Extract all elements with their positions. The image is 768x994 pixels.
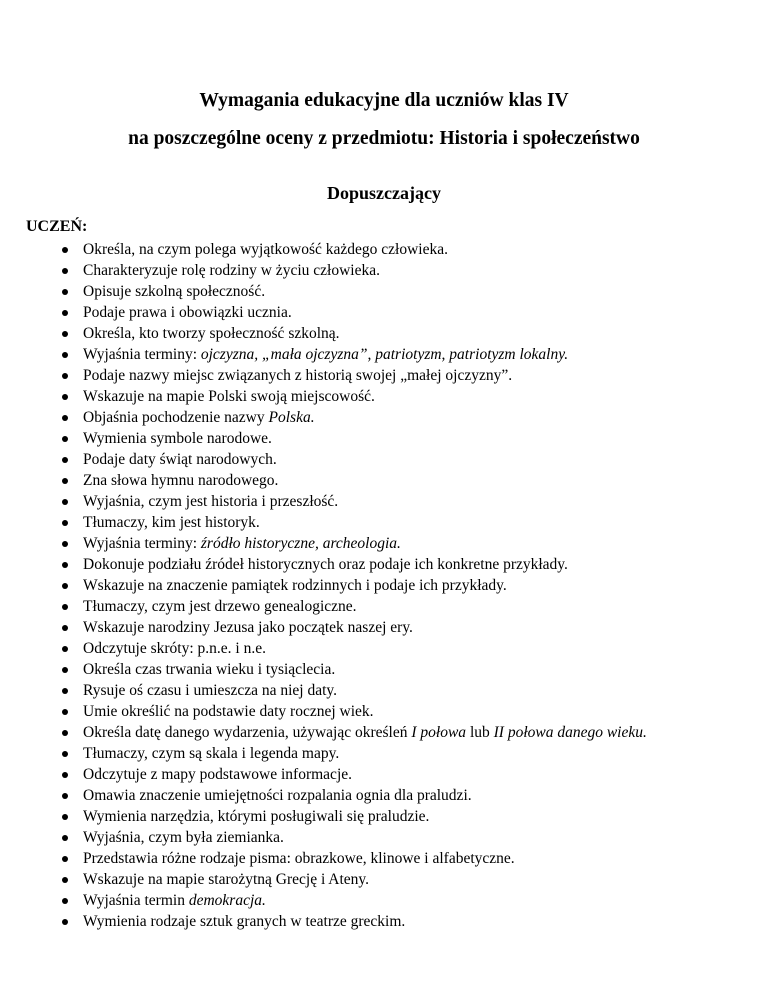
student-label: UCZEŃ: — [26, 218, 88, 235]
bullet-icon — [62, 541, 68, 547]
list-item-text: Wskazuje narodziny Jezusa jako początek naszej ery. — [83, 619, 413, 636]
list-item — [0, 848, 647, 869]
list-item — [0, 344, 647, 365]
list-item — [0, 680, 647, 701]
list-item-text: Określa czas trwania wieku i tysiąclecia. — [83, 661, 336, 678]
list-item-text: Opisuje szkolną społeczność. — [83, 283, 266, 300]
list-item — [0, 260, 647, 281]
bullet-icon — [62, 877, 68, 883]
bullet-icon — [62, 646, 68, 652]
bullet-icon — [62, 793, 68, 799]
bullet-icon — [62, 520, 68, 526]
bullet-icon — [62, 247, 68, 253]
bullet-icon — [62, 688, 68, 694]
list-item-text: Podaje daty świąt narodowych. — [83, 451, 277, 468]
bullet-icon — [62, 751, 68, 757]
bullet-icon — [62, 373, 68, 379]
bullet-icon — [62, 310, 68, 316]
list-item-text: Umie określić na podstawie daty rocznej wiek. — [83, 703, 374, 720]
list-item — [0, 470, 647, 491]
grade-heading: Dopuszczający — [327, 183, 441, 203]
list-item — [0, 428, 647, 449]
list-item-text: Przedstawia różne rodzaje pisma: obrazkowe, klinowe i alfabetyczne. — [83, 850, 515, 867]
list-item — [0, 302, 647, 323]
list-item — [0, 491, 647, 512]
list-item-text: Charakteryzuje rolę rodziny w życiu człowieka. — [83, 262, 380, 279]
bullet-icon — [62, 709, 68, 715]
bullet-icon — [62, 814, 68, 820]
list-item-text: Dokonuje podziału źródeł historycznych oraz podaje ich konkretne przykłady. — [83, 556, 568, 573]
bullet-icon — [62, 604, 68, 610]
list-item — [0, 596, 647, 617]
bullet-icon — [62, 583, 68, 589]
list-item — [0, 911, 647, 932]
list-item-text: Wyjaśnia, czym jest historia i przeszłość. — [83, 493, 339, 510]
list-item — [0, 701, 647, 722]
list-item — [0, 743, 647, 764]
requirements-list — [0, 239, 647, 932]
list-item-text: Tłumaczy, czym jest drzewo genealogiczne. — [83, 598, 357, 615]
list-item-text: Podaje prawa i obowiązki ucznia. — [83, 304, 292, 321]
list-item — [0, 512, 647, 533]
list-item-text: Wskazuje na znaczenie pamiątek rodzinnych i podaje ich przykłady. — [83, 577, 507, 594]
list-item-text: lub — [466, 724, 494, 741]
list-item — [0, 764, 647, 785]
list-item — [0, 785, 647, 806]
list-item-text: Tłumaczy, czym są skala i legenda mapy. — [83, 745, 340, 762]
list-item — [0, 575, 647, 596]
bullet-icon — [62, 394, 68, 400]
list-item — [0, 281, 647, 302]
list-item-text: Podaje nazwy miejsc związanych z historią swojej „małej ojczyzny”. — [83, 367, 513, 384]
bullet-icon — [62, 562, 68, 568]
list-item-text: Tłumaczy, kim jest historyk. — [83, 514, 260, 531]
bullet-icon — [62, 919, 68, 925]
list-item-text: Zna słowa hymnu narodowego. — [83, 472, 279, 489]
list-item-text: Wymienia rodzaje sztuk granych w teatrze greckim. — [83, 913, 406, 930]
list-item-text: Wymienia symbole narodowe. — [83, 430, 272, 447]
list-item — [0, 365, 647, 386]
list-item-text: Odczytuje skróty: p.n.e. i n.e. — [83, 640, 266, 657]
list-item-text: Objaśnia pochodzenie nazwy — [83, 409, 269, 426]
bullet-icon — [62, 268, 68, 274]
list-item — [0, 659, 647, 680]
list-item — [0, 239, 647, 260]
bullet-icon — [62, 625, 68, 631]
list-item-text: Wyjaśnia termin — [83, 892, 189, 909]
list-item — [0, 617, 647, 638]
bullet-icon — [62, 667, 68, 673]
list-item-term: Polska. — [268, 409, 315, 426]
list-item-term: źródło historyczne, archeologia. — [200, 535, 401, 552]
list-item — [0, 869, 647, 890]
list-item-text: Wskazuje na mapie Polski swoją miejscowość. — [83, 388, 375, 405]
document-title: Wymagania edukacyjne dla uczniów klas IV — [199, 90, 569, 111]
list-item-text: Wskazuje na mapie starożytną Grecję i Ateny. — [83, 871, 370, 888]
bullet-icon — [62, 436, 68, 442]
bullet-icon — [62, 478, 68, 484]
bullet-icon — [62, 289, 68, 295]
list-item — [0, 323, 647, 344]
bullet-icon — [62, 856, 68, 862]
list-item-term: ojczyzna, „mała ojczyzna”, patriotyzm, patriotyzm lokalny. — [200, 346, 569, 363]
bullet-icon — [62, 898, 68, 904]
list-item-text: Wyjaśnia terminy: — [83, 535, 201, 552]
list-item-text: Określa datę danego wydarzenia, używając określeń — [83, 724, 412, 741]
list-item-text: Wymienia narzędzia, którymi posługiwali się praludzie. — [83, 808, 430, 825]
list-item-text: Określa, na czym polega wyjątkowość każdego człowieka. — [83, 241, 448, 258]
list-item-term: II połowa danego wieku. — [493, 724, 647, 741]
list-item — [0, 407, 647, 428]
list-item — [0, 449, 647, 470]
bullet-icon — [62, 499, 68, 505]
list-item-text: Określa, kto tworzy społeczność szkolną. — [83, 325, 340, 342]
bullet-icon — [62, 730, 68, 736]
bullet-icon — [62, 835, 68, 841]
list-item — [0, 890, 647, 911]
list-item — [0, 533, 647, 554]
list-item-text: Wyjaśnia terminy: — [83, 346, 201, 363]
list-item — [0, 638, 647, 659]
document-subtitle: na poszczególne oceny z przedmiotu: Historia i społeczeństwo — [128, 128, 640, 149]
list-item — [0, 806, 647, 827]
list-item — [0, 722, 647, 743]
list-item-text: Rysuje oś czasu i umieszcza na niej daty. — [83, 682, 338, 699]
bullet-icon — [62, 457, 68, 463]
bullet-icon — [62, 352, 68, 358]
list-item-term: demokracja. — [188, 892, 266, 909]
list-item — [0, 386, 647, 407]
list-item-term: I połowa — [411, 724, 467, 741]
list-item — [0, 554, 647, 575]
bullet-icon — [62, 772, 68, 778]
list-item — [0, 827, 647, 848]
list-item-text: Odczytuje z mapy podstawowe informacje. — [83, 766, 353, 783]
bullet-icon — [62, 415, 68, 421]
bullet-icon — [62, 331, 68, 337]
list-item-text: Wyjaśnia, czym była ziemianka. — [83, 829, 284, 846]
list-item-text: Omawia znaczenie umiejętności rozpalania ognia dla praludzi. — [83, 787, 472, 804]
